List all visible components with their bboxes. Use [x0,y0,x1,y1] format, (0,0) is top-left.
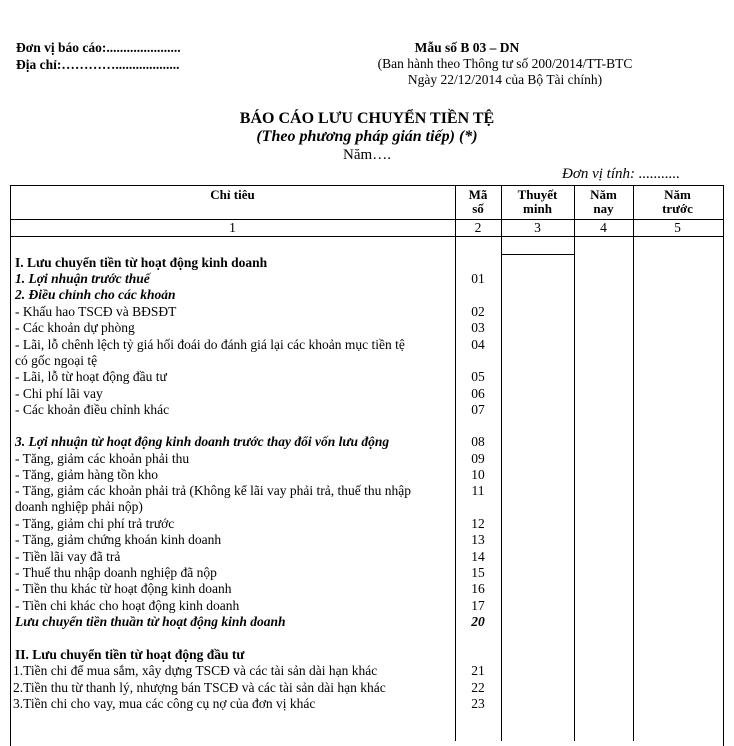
table-row-code: 01 [471,271,485,286]
col-number: 3 [534,220,541,235]
section-heading-operating: I. Lưu chuyển tiền từ hoạt động kinh doanh [15,255,268,270]
table-row-label: Lưu chuyển tiền thuần từ hoạt động kinh doanh [15,614,286,629]
table-row-code: 15 [471,565,485,580]
col-number: 5 [674,220,681,235]
divider [574,185,575,741]
col-header-last-year [633,188,722,216]
table-row-code: 20 [471,614,485,629]
table-row-code: 17 [471,598,485,613]
table-row-label: - Thuế thu nhập doanh nghiệp đã nộp [15,565,217,580]
col-header-note-line2: minh [523,201,552,216]
col-header-last-year-line2: trước [662,201,693,216]
col-number: 4 [600,220,607,235]
table-row-code: 23 [471,696,485,711]
table-row-label: - Lãi, lỗ chênh lệch tỷ giá hối đoái do đánh giá lại các khoản mục tiền tệ [15,337,405,352]
col-header-code-line2: số [472,201,484,216]
table-row-label: 2.Tiền thu từ thanh lý, nhượng bán TSCĐ và các tài sản dài hạn khác [13,680,386,695]
table-row-label: - Tăng, giảm chi phí trả trước [15,516,175,531]
issued-by-line2: Ngày 22/12/2014 của Bộ Tài chính) [407,72,603,87]
address: Địa chỉ:…………................... [16,57,180,72]
table-row-code: 02 [471,304,485,319]
table-row-label: - Tiền thu khác từ hoạt động kinh doanh [15,581,232,596]
table-row-label: - Lãi, lỗ từ hoạt động đầu tư [15,369,167,384]
issued-by-line1: (Ban hành theo Thông tư số 200/2014/TT-BTC [377,56,633,71]
col-header-note [501,188,574,216]
table-row-code: 08 [471,434,485,449]
table-row-label: - Các khoản dự phòng [15,320,135,335]
table-row-code: 06 [471,386,485,401]
table-row-label: - Tăng, giảm hàng tồn kho [15,467,158,482]
table-row-label: - Khấu hao TSCĐ và BĐSĐT [15,304,177,319]
table-row-code: 09 [471,451,485,466]
report-subtitle: (Theo phương pháp gián tiếp) (*) [256,128,478,145]
table-row-code: 16 [471,581,485,596]
section-heading-investing: II. Lưu chuyển tiền từ hoạt động đầu tư [15,647,245,662]
table-row-label: - Tiền chi khác cho hoạt động kinh doanh [15,598,240,613]
table-row-code: 22 [471,680,485,695]
table-row-label: - Tăng, giảm các khoản phải trả (Không kể lãi vay phải trả, thuế thu nhập [15,483,411,498]
table-row-code: 12 [471,516,485,531]
form-number: Mẫu số B 03 – DN [414,40,520,55]
table-row-label: - Tăng, giảm chứng khoán kinh doanh [15,532,222,547]
table-row-label: - Các khoản điều chỉnh khác [15,402,170,417]
report-title: BÁO CÁO LƯU CHUYỂN TIỀN TỆ [239,110,495,127]
table-row-code: 11 [471,483,485,498]
col-header-note-line1: Thuyết [517,187,558,202]
unit-of-measure: Đơn vị tính: ........... [562,166,680,182]
table-row-code: 10 [471,467,485,482]
col-header-this-year-line2: nay [593,201,614,216]
table-row-code: 05 [471,369,485,384]
col-number: 1 [229,220,236,235]
table-row-label: - Tăng, giảm các khoản phải thu [15,451,190,466]
divider [633,185,634,741]
table-row-code: 03 [471,320,485,335]
col-header-indicator: Chỉ tiêu [210,187,255,202]
table-row-code: 04 [471,337,485,352]
col-header-code [455,188,501,216]
table-row-label: 2. Điều chỉnh cho các khoản [15,287,176,302]
divider [501,254,574,255]
table-row-label: 3.Tiền chi cho vay, mua các công cụ nợ của đơn vị khác [13,696,316,711]
divider [10,236,723,237]
table-row-code: 13 [471,532,485,547]
col-header-last-year-line1: Năm [664,187,691,202]
table-row-label-cont: doanh nghiệp phải nộp) [15,499,143,514]
table-row-label: 1. Lợi nhuận trước thuế [15,271,150,286]
table-row-label: - Chi phí lãi vay [15,386,103,401]
table-row-label: 1.Tiền chi để mua sắm, xây dựng TSCĐ và các tài sản dài hạn khác [13,663,378,678]
divider [501,185,502,741]
table-row-label-cont: có gốc ngoại tệ [15,353,98,368]
col-header-code-line1: Mã [468,187,488,202]
col-header-this-year-line1: Năm [590,187,617,202]
table-row-code: 14 [471,549,485,564]
table-row-label: 3. Lợi nhuận từ hoạt động kinh doanh trước thay đổi vốn lưu động [15,434,390,449]
table-row-code: 21 [471,663,485,678]
col-header-this-year [574,188,633,216]
report-year: Năm…. [343,147,391,163]
col-number: 2 [474,220,482,235]
table-row-code: 07 [471,402,485,417]
reporting-unit: Đơn vị báo cáo:...................... [16,40,181,55]
table-row-label: - Tiền lãi vay đã trả [15,549,121,564]
